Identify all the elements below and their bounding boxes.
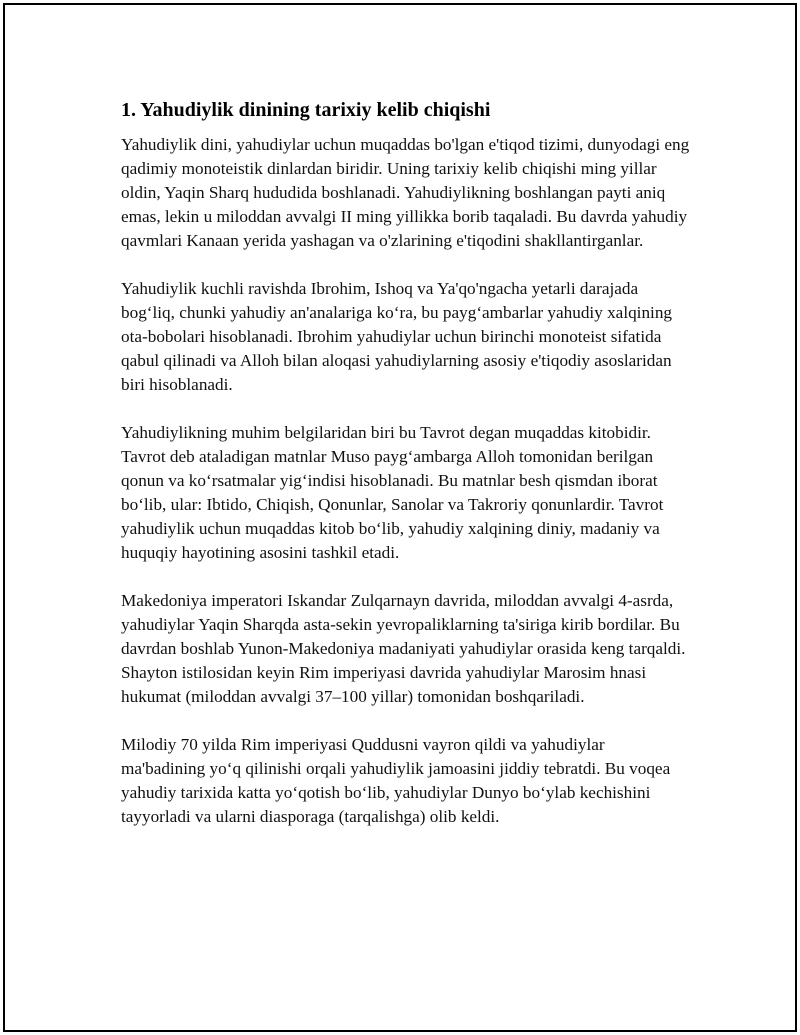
document-body <box>121 97 691 853</box>
page-frame <box>3 3 797 1032</box>
paragraph-1: Yahudiylik dini, yahudiylar uchun muqaddas bo'lgan e'tiqod tizimi, dunyodagi eng qadimiy monoteistik dinlardan biridir. Uning tarixiy kelib chiqishi ming yillar oldin, Yaqin Sharq hududida boshlanadi. Yahudiylikning boshlangan payti aniq emas, lekin u miloddan avvalgi II ming yillikka borib taqaladi. Bu davrda yahudiy qavmlari Kanaan yerida yashagan va o'zlarining e'tiqodini shakllantirganlar. <box>121 135 690 250</box>
paragraph-4: Makedoniya imperatori Iskandar Zulqarnayn davrida, miloddan avvalgi 4-asrda, yahudiylar Yaqin Sharqda asta-sekin yevropaliklarning ta'siriga kirib bordilar. Bu davrdan boshlab Yunon-Makedoniya madaniyati yahudiylar orasida keng tarqaldi. Shayton istilosidan keyin Rim imperiyasi davrida yahudiylar Marosim hnasi hukumat (miloddan avvalgi 37–100 yillar) tomonidan boshqariladi. <box>121 591 686 706</box>
paragraph-3: Yahudiylikning muhim belgilaridan biri bu Tavrot degan muqaddas kitobidir. Tavrot deb ataladigan matnlar Muso payg‘ambarga Alloh tomonidan berilgan qonun va ko‘rsatmalar yig‘indisi hisoblanadi. Bu matnlar besh qismdan iborat bo‘lib, ular: Ibtido, Chiqish, Qonunlar, Sanolar va Takroriy qonunlardir. Tavrot yahudiylik uchun muqaddas kitob bo‘lib, yahudiy xalqining diniy, madaniy va huquqiy hayotining asosini tashkil etadi. <box>121 423 664 562</box>
paragraph-5: Milodiy 70 yilda Rim imperiyasi Quddusni vayron qildi va yahudiylar ma'badining yo‘q qilinishi orqali yahudiylik jamoasini jiddiy tebratdi. Bu voqea yahudiy tarixida katta yo‘qotish bo‘lib, yahudiylar Dunyo bo‘ylab kechishini tayyorladi va ularni diasporaga (tarqalishga) olib keldi. <box>121 735 671 826</box>
section-heading: 1. Yahudiylik dinining tarixiy kelib chiqishi <box>121 99 491 121</box>
paragraph-2: Yahudiylik kuchli ravishda Ibrohim, Ishoq va Ya'qo'ngacha yetarli darajada bog‘liq, chunki yahudiy an'analariga ko‘ra, bu payg‘ambarlar yahudiy xalqining ota-bobolari hisoblanadi. Ibrohim yahudiylar uchun birinchi monoteist sifatida qabul qilinadi va Alloh bilan aloqasi yahudiylarning asosiy e'tiqodiy asoslaridan biri hisoblanadi. <box>121 279 673 394</box>
